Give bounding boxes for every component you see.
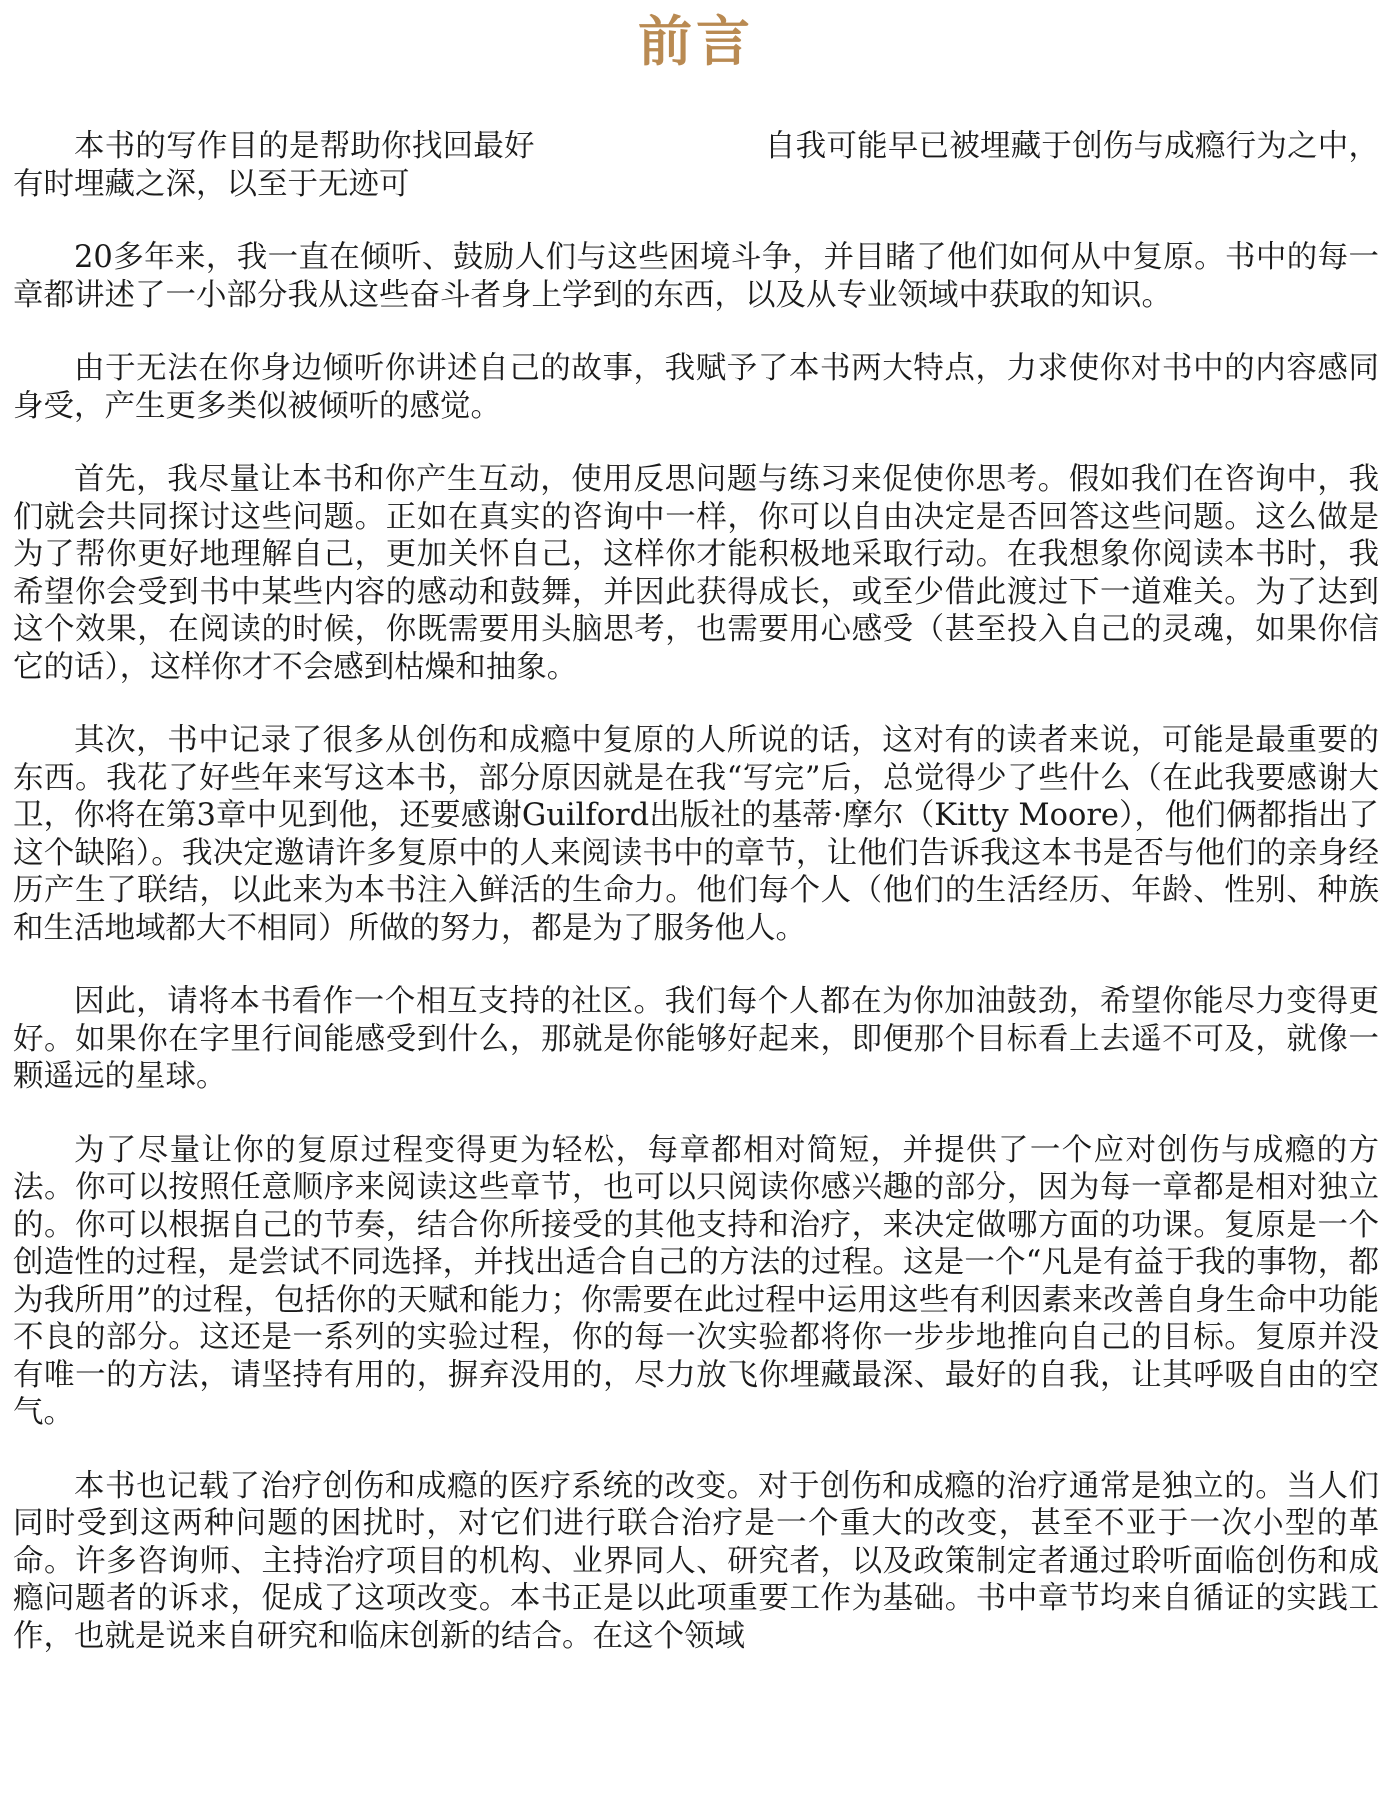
paragraph-4: 首先，我尽量让本书和你产生互动，使用反思问题与练习来促使你思考。假如我们在咨询中，我们就会共同探讨这些问题。正如在真实的咨询中一样，你可以自由决定是否回答这些问题。这么做是为了帮你更好地理解自己，更加关怀自己，这样你才能积极地采取行动。在我想象你阅读本书时，我希望你会受到书中某些内容的感动和鼓舞，并因此获得成长，或至少借此渡过下一道难关。为了达到这个效果，在阅读的时候，你既需要用头脑思考，也需要用心感受（甚至投入自己的灵魂，如果你信它的话），这样你才不会感到枯燥和抽象。	[13, 462, 1379, 685]
paragraph-3: 由于无法在你身边倾听你讲述自己的故事，我赋予了本书两大特点，力求使你对书中的内容感同身受，产生更多类似被倾听的感觉。	[13, 351, 1379, 424]
paragraph-1-part-b: 自我可能早已被埋藏于创伤与成瘾行为之中，有时埋藏之深，以至于无迹可	[13, 129, 1380, 202]
paragraph-6: 因此，请将本书看作一个相互支持的社区。我们每个人都在为你加油鼓劲，希望你能尽力变得更好。如果你在字里行间能感受到什么，那就是你能够好起来，即便那个目标看上去遥不可及，就像一颗遥远的星球。	[13, 984, 1379, 1094]
page-title: 前言	[638, 9, 754, 73]
paragraph-1-part-a: 本书的写作目的是帮助你找回最好	[74, 129, 535, 164]
paragraph-2: 20多年来，我一直在倾听、鼓励人们与这些困境斗争，并目睹了他们如何从中复原。书中的每一章都讲述了一小部分我从这些奋斗者身上学到的东西，以及从专业领域中获取的知识。	[13, 240, 1379, 313]
paragraph-1	[13, 128, 1379, 203]
paragraph-8: 本书也记载了治疗创伤和成瘾的医疗系统的改变。对于创伤和成瘾的治疗通常是独立的。当人们同时受到这两种问题的困扰时，对它们进行联合治疗是一个重大的改变，甚至不亚于一次小型的革命。许多咨询师、主持治疗项目的机构、业界同人、研究者，以及政策制定者通过聆听面临创伤和成瘾问题者的诉求，促成了这项改变。本书正是以此项重要工作为基础。书中章节均来自循证的实践工作，也就是说来自研究和临床创新的结合。在这个领域	[13, 1468, 1379, 1654]
paragraph-7: 为了尽量让你的复原过程变得更为轻松，每章都相对简短，并提供了一个应对创伤与成瘾的方法。你可以按照任意顺序来阅读这些章节，也可以只阅读你感兴趣的部分，因为每一章都是相对独立的。你可以根据自己的节奏，结合你所接受的其他支持和治疗，来决定做哪方面的功课。复原是一个创造性的过程，是尝试不同选择，并找出适合自己的方法的过程。这是一个“凡是有益于我的事物，都为我所用”的过程，包括你的天赋和能力；你需要在此过程中运用这些有利因素来改善自身生命中功能不良的部分。这还是一系列的实验过程，你的每一次实验都将你一步步地推向自己的目标。复原并没有唯一的方法，请坚持有用的，摒弃没用的，尽力放飞你埋藏最深、最好的自我，让其呼吸自由的空气。	[13, 1132, 1379, 1430]
paragraph-5: 其次，书中记录了很多从创伤和成瘾中复原的人所说的话，这对有的读者来说，可能是最重要的东西。我花了好些年来写这本书，部分原因就是在我“写完”后，总觉得少了些什么（在此我要感谢大卫，你将在第3章中见到他，还要感谢Guilford出版社的基蒂·摩尔（Kitty Moore），他们俩都指出了这个缺陷）。我决定邀请许多复原中的人来阅读书中的章节，让他们告诉我这本书是否与他们的亲身经历产生了联结，以此来为本书注入鲜活的生命力。他们每个人（他们的生活经历、年龄、性别、种族和生活地域都大不相同）所做的努力，都是为了服务他人。	[13, 723, 1379, 946]
